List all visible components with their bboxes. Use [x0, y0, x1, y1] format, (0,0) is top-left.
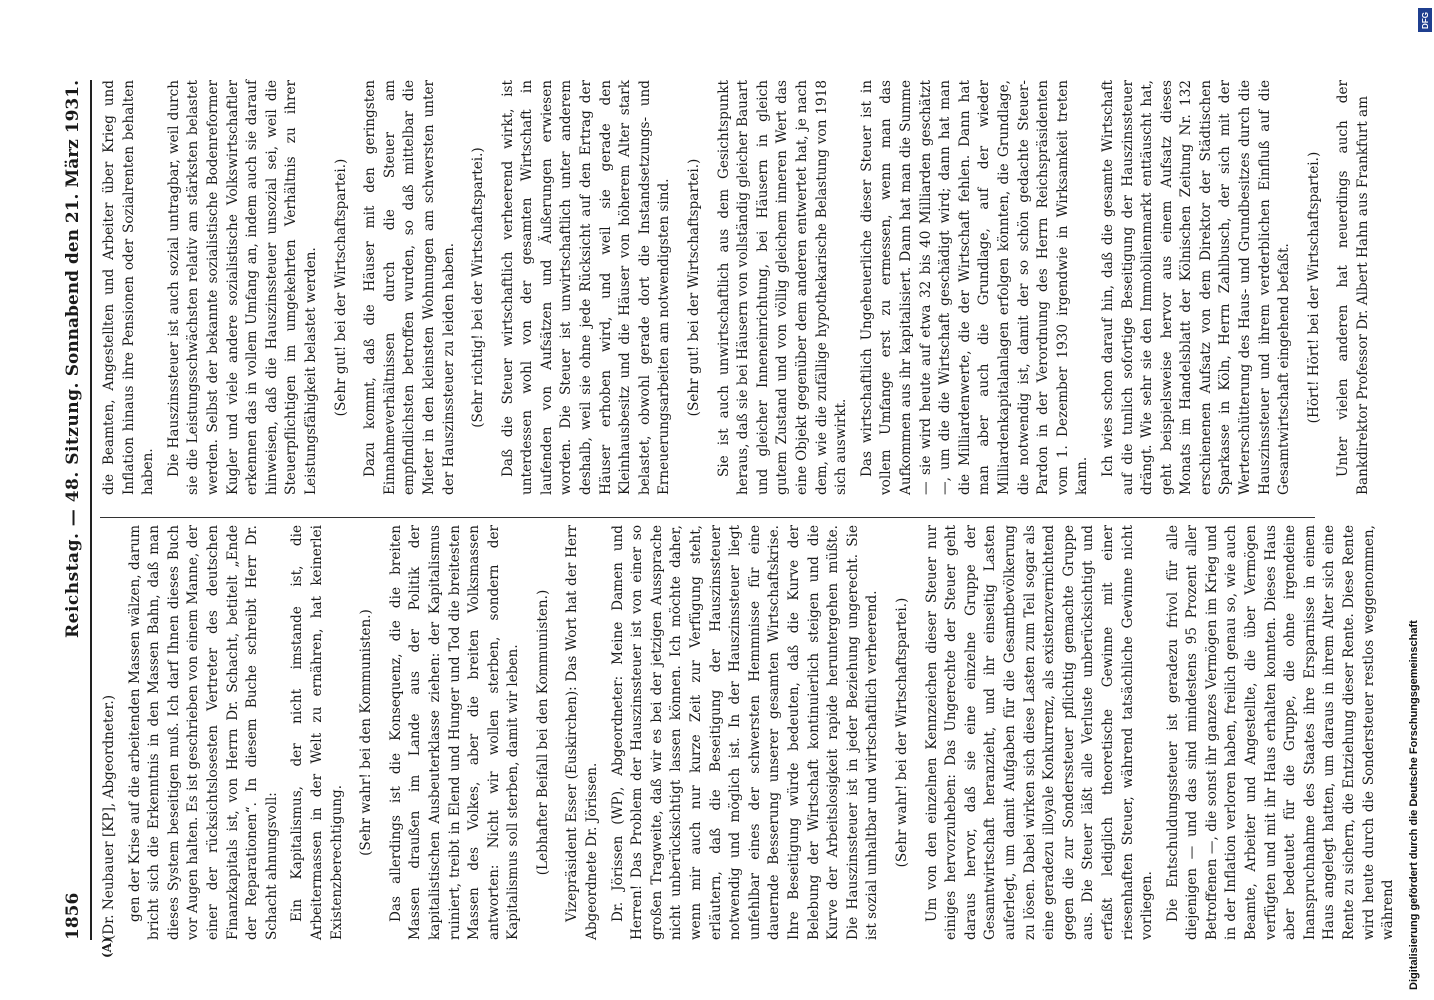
header-rule — [90, 80, 92, 940]
speaker-line: (Dr. Neubauer [KP], Abgeordneter.) — [101, 694, 117, 940]
page-header — [62, 80, 90, 940]
interjection: (Sehr richtig! bei der Wirtschaftspartei.) — [470, 147, 487, 428]
page-number: 1856 — [63, 892, 83, 940]
paragraph: Sie ist auch unwirtschaftlich aus dem Gesichtspunkt heraus, daß sie bei Häusern von vollständig gleicher Bauart und gleicher Inneneinrichtung, bei Häusern in gleich gutem Zustand und von völlig gleichem inneren Wert das eine Objekt gegenüber dem anderen entwertet hat, je nach dem, wie die zufällige hypothekarische Belastung von 1918 sich auswirkt. — [715, 80, 850, 495]
paragraph: Unter vielen anderen hat neuerdings auch der Bankdirektor Professor Dr. Albert Hahn aus Frankfurt am — [1335, 80, 1372, 495]
paragraph: Das wirtschaftlich Ungeheuerliche dieser Steuer ist in vollem Umfange erst zu ermessen, wenn man das Aufkommen aus ihr kapitalisiert. Dann hat man die Summe — sie wird heute auf etwa 32 bis 40 Milliarden geschätzt —, um die die Wirtschaft geschädigt wird; dann hat man die Milliardenwerte, die der Wirtschaft fehlen. Dann hat man aber auch die Grundlage, auf der wieder Milliardenkapitalanlagen erfolgen könnten, die Grundlage, die notwendig ist, damit der so schön gedachte Steuer-Pardon in der Verordnung des Herrn Reichspräsidenten vom 1. Dezember 1930 irgendwie in Wirksamkeit treten kann. — [858, 80, 1091, 495]
margin-marker-a: (A) — [100, 937, 114, 958]
interjection: (Lebhafter Beifall bei den Kommunisten.) — [534, 589, 551, 876]
scanned-page — [60, 60, 1397, 960]
paragraph: die Beamten, Angestellten und Arbeiter über Krieg und Inflation hinaus ihre Pensionen oder Sozialrenten behalten haben. — [101, 80, 157, 495]
paragraph: Ich wies schon darauf hin, daß die gesamte Wirtschaft auf die tunlich sofortige Beseitigung der Hauszinssteuer drängt. Wie sehr sie den Immobilienmarkt enttäuscht hat, geht beispielsweise hervor aus einem Aufsatz dieses Monats im Handelsblatt der Kölnischen Zeitung Nr. 132 erschienenen Aufsatz von dem Direktor der Städtischen Sparkasse in Köln, Herrn Zahlbusch, der sich mit der Werterschütterung des Haus- und Grundbesitzes durch die Hauszinssteuer und ihrem verderblichen Einfluß auf die Gesamtwirtschaft eingehend befaßt. — [1099, 80, 1293, 495]
paragraph: Die Entschuldungssteuer ist geradezu frivol für alle diejenigen — und das sind mindestens 95 Prozent aller Betroffenen —, die sonst ihr ganzes Vermögen im Krieg und in der Inflation verloren haben, freilich genau so, wie auch Beamte, Arbeiter und Angestellte, die über Vermögen verfügten und mit ihr Haus erhalten konnten. Dieses Haus aber bedeutet für die Gruppe, die ohne irgendeine Inanspruchnahme des Staates ihre Ersparnisse in einem Haus angelegt hatten, um daraus in ihrem Alter sich eine Rente zu sichern, die Entziehung dieser Rente. Diese Rente wird heute durch die Sondersteuer restlos weggenommen, während — [1164, 525, 1397, 940]
interjection: (Sehr wahr! bei der Wirtschaftspartei.) — [893, 597, 910, 868]
interjection: (Sehr gut! bei der Wirtschaftspartei.) — [332, 158, 349, 417]
interjection: (Hört! Hört! bei der Wirtschaftspartei.) — [1305, 151, 1322, 424]
quotation: Ein Kapitalismus, der nicht imstande ist, die Arbeitermassen in der Welt zu ernähren, hat keinerlei Existenzberechtigung. — [289, 525, 345, 940]
paragraph: gen der Krise auf die arbeitenden Massen wälzen, darum bricht sich die Erkenntnis in den Massen Bahn, daß man dieses System beseitigen muß. Ich darf Ihnen dieses Buch vor Augen halten. Es ist geschrieben von einem Manne, der einer der rücksichtslosesten Vertreter des deutschen Finanzkapitals ist, von Herrn Dr. Schacht, betitelt „Ende der Reparationen“. In diesem Buche schreibt Herr Dr. Schacht ahnungsvoll: — [126, 525, 280, 940]
paragraph: Vizepräsident Esser (Euskirchen): Das Wort hat der Herr Abgeordnete Dr. Jörissen. — [564, 525, 601, 940]
right-column — [100, 80, 1380, 495]
digitization-credit: Digitalisierung gefördert durch die Deutsche Forschungsgemeinschaft — [1408, 620, 1420, 990]
paragraph: Die Hauszinssteuer ist auch sozial untragbar, weil durch sie die Leistungsschwächsten relativ am stärksten belastet werden. Selbst der bekannte sozialistische Bodenreformer Kugler und viele andere sozialistische Volkswirtschaftler erkennen das in vollem Umfang an, indem auch sie darauf hinweisen, daß die Hauszinssteuer unsozial sei, weil die Steuerpflichtigen im umgekehrten Verhältnis zu ihrer Leistungsfähigkeit belastet werden. — [165, 80, 319, 495]
column-divider — [100, 517, 1315, 518]
paragraph: Um von den einzelnen Kennzeichen dieser Steuer nur einiges hervorzuheben: Das Ungerechte der Steuer geht daraus hervor, daß sie eine einzelne Gruppe der Gesamtwirtschaft heranzieht, und ihr einseitig Lasten auferlegt, um damit Aufgaben für die Gesamtbevölkerung zu lösen. Dabei wirken sich diese Lasten zum Teil sogar als eine geradezu illoyale Konkurrenz, als existenzvernichtend gegen die zur Sonderssteuer pflichtig gemachte Gruppe aus. Die Steuer läßt alle Verluste unberücksichtigt und erfaßt lediglich theoretische Gewinne mit einer riesenhaften Steuer, während tatsächliche Gewinne nicht vorliegen. — [923, 525, 1156, 940]
interjection: (Sehr wahr! bei den Kommunisten.) — [358, 609, 375, 856]
left-column — [100, 525, 1405, 958]
dfg-logo: DFG — [1418, 8, 1432, 32]
paragraph: Das allerdings ist die Konsequenz, die die breiten Massen draußen im Lande aus der Politik der kapitalistischen Ausbeuterklasse ziehen: der Kapitalismus ruiniert, treibt in Elend und Hunger und Tod die breitesten Massen des Volkes, aber die breiten Volksmassen antworten: Nicht wir wollen sterben, sondern der Kapitalismus soll sterben, damit wir leben. — [387, 525, 522, 940]
session-title: Reichstag. — 48. Sitzung. — [63, 382, 83, 638]
interjection: (Sehr gut! bei der Wirtschaftspartei.) — [686, 158, 703, 417]
paragraph: Dazu kommt, daß die Häuser mit den geringsten Einnahmeverhältnissen durch die Steuer am empfindlichsten betroffen wurden, so daß mittelbar die Mieter in den kleinsten Wohnungen am schwersten unter der Hauszinssteuer zu leiden haben. — [362, 80, 457, 495]
paragraph: Dr. Jörissen (WP), Abgeordneter: Meine Damen und Herren! Das Problem der Hauszinssteuer ist von einer so großen Tragweite, daß wir es bei der jetzigen Aussprache nicht unberücksichtigt lassen können. Ich möchte daher, wenn mir auch nur kurze Zeit zur Verfügung steht, erläutern, daß die Beseitigung der Hauszinssteuer notwendig und möglich ist. In der Hauszinssteuer liegt unfehlbar eines der schwersten Hemmnisse für eine dauernde Besserung unserer gesamten Wirtschaftskrise. Ihre Beseitigung würde bedeuten, daß die Kurve der Belebung der Wirtschaft kontinuierlich steigen und die Kurve der Arbeitslosigkeit rapide heruntergehen müßte. Die Hauszinssteuer ist in jeder Beziehung ungerecht. Sie ist sozial unhaltbar und wirtschaftlich verheerend. — [609, 525, 881, 940]
paragraph: Daß die Steuer wirtschaftlich verheerend wirkt, ist unterdessen wohl von der gesamten Wirtschaft in laufenden von Aufsätzen und Äußerungen erwiesen worden. Die Steuer ist unwirtschaftlich unter anderem deshalb, weil sie ohne jede Rücksicht auf den Ertrag der Häuser erhoben wird, und weil sie gerade den Kleinhausbesitz und die Häuser von höherem Alter stark belastet, obwohl gerade dort die Instandsetzungs- und Erneuerungsarbeiten am notwendigsten sind. — [499, 80, 673, 495]
session-date: Sonnabend den 21. März 1931. — [63, 80, 83, 377]
